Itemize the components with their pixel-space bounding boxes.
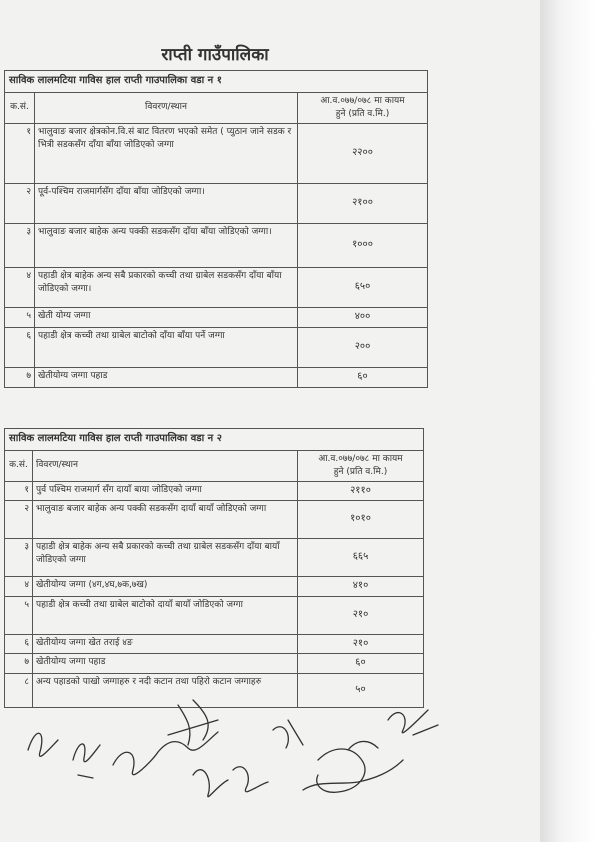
table-row	[5, 481, 424, 501]
table-row	[5, 654, 424, 674]
row-description: खेतीयोग्य जग्गा खेत तराई ४ङ	[33, 634, 298, 654]
signature-7	[317, 741, 378, 792]
table-row	[5, 223, 428, 267]
row-sn: ५	[5, 307, 35, 327]
table-caption: साविक लालमटिया गाविस हाल राप्ती गाउपालिका वडा न १	[5, 71, 428, 93]
table-row	[5, 596, 424, 634]
table-row	[5, 267, 428, 307]
row-description: पहाडी क्षेत्र कच्ची तथा ग्राबेल बाटोको दायाँ बायाँ जोडिएको जग्गा	[33, 596, 298, 634]
row-description: भालुवाङ बजार बाहेक अन्य पक्की सडकसँग दाँया बाँया जोडिएको जग्गा।	[35, 223, 298, 267]
table-row	[5, 367, 428, 387]
row-sn: १	[5, 481, 33, 501]
row-sn: ४	[5, 577, 33, 597]
signatures	[18, 690, 458, 820]
table-row	[5, 183, 428, 223]
col-header-sn: क.सं.	[5, 92, 35, 123]
col-header-rate-line2: हुने (प्रति व.मि.)	[333, 466, 388, 477]
row-rate: ५०	[298, 673, 424, 707]
col-header-rate-line1: आ.व.०७७/०७८ मा कायम	[320, 95, 405, 106]
row-description: पहाडी क्षेत्र बाहेक अन्य सबै प्रकारको कच्ची तथा ग्राबेल सडकसँग दाँया बाँया जोडिएको जग्गा।	[35, 267, 298, 307]
row-sn: ३	[5, 539, 33, 577]
signature-3	[113, 732, 218, 775]
row-sn: ६	[5, 327, 35, 367]
row-sn: ७	[5, 654, 33, 674]
row-description: खेतीयोग्य जग्गा पहाड	[35, 367, 298, 387]
row-sn: ८	[5, 673, 33, 707]
table-row	[5, 123, 428, 183]
row-description: अन्य पहाडको पाखो जग्गाहरु र नदी कटान तथा पहिरो कटान जग्गाहरु	[33, 673, 298, 707]
row-rate: २१००	[298, 183, 428, 223]
row-rate: २११०	[298, 481, 424, 501]
row-sn: २	[5, 501, 33, 539]
row-rate: १०००	[298, 223, 428, 267]
row-sn: ७	[5, 367, 35, 387]
signature-2	[73, 744, 100, 778]
row-description: पहाडी क्षेत्र कच्ची तथा ग्राबेल बाटोको दाँया बाँया पर्ने जग्गा	[35, 327, 298, 367]
signature-6	[273, 720, 303, 748]
col-header-sn: क.सं.	[5, 450, 33, 481]
row-rate: ४१०	[298, 577, 424, 597]
row-rate: ६६५	[298, 539, 424, 577]
row-description: खेती योग्य जग्गा	[35, 307, 298, 327]
col-header-rate-line2: हुने (प्रति व.मि.)	[335, 108, 390, 119]
row-rate: १०१०	[298, 501, 424, 539]
row-rate: ६५०	[298, 267, 428, 307]
row-rate: २००	[298, 327, 428, 367]
row-description: भालुवाङ बजार क्षेत्रकोन.वि.सं बाट वितरण भएको समेत ( प्युठान जाने सडक र भित्री सडकसँग दाँया बाँया जोडिएको जग्गा	[35, 123, 298, 183]
table-caption: साविक लालमटिया गाविस हाल राप्ती गाउपालिका वडा न २	[5, 429, 424, 451]
col-header-rate	[298, 450, 424, 481]
row-sn: २	[5, 183, 35, 223]
row-description: खेतीयोग्य जग्गा पहाड	[33, 654, 298, 674]
signature-5	[193, 767, 268, 797]
page-title: राप्ती गाउँपालिका	[161, 45, 269, 65]
row-sn: ५	[5, 596, 33, 634]
table-row	[5, 577, 424, 597]
row-rate: ६०	[298, 367, 428, 387]
row-description: पुर्व पश्चिम राजमार्ग सँग दायाँ बाया जोडिएको जग्गा	[33, 481, 298, 501]
ward-1-rate-table	[4, 70, 428, 388]
row-description: भालुवाङ बजार बाहेक अन्य पक्की सडकसँग दायाँ बायाँ जोडिएको जग्गा	[33, 501, 298, 539]
row-sn: ६	[5, 634, 33, 654]
table-row	[5, 501, 424, 539]
signature-1	[28, 733, 58, 756]
page-edge	[540, 0, 595, 842]
row-rate: ४००	[298, 307, 428, 327]
row-description: खेतीयोग्य जग्गा (४ग,४घ,७क,७ख)	[33, 577, 298, 597]
row-description: पूर्व-पश्चिम राजमार्गसँग दाँया बाँया जोडिएको जग्गा।	[35, 183, 298, 223]
row-sn: १	[5, 123, 35, 183]
col-header-description: विवरण/स्थान	[35, 92, 298, 123]
row-rate: २२००	[298, 123, 428, 183]
row-sn: ३	[5, 223, 35, 267]
col-header-rate-line1: आ.व.०७७/०७८ मा कायम	[318, 453, 403, 464]
col-header-rate	[298, 92, 428, 123]
signature-8	[388, 710, 438, 735]
row-sn: ४	[5, 267, 35, 307]
table-row	[5, 307, 428, 327]
table-row	[5, 327, 428, 367]
row-description: पहाडी क्षेत्र बाहेक अन्य सबै प्रकारको कच्ची तथा ग्राबेल सडकसँग दाँया बायाँ जोडिएको जग्गा	[33, 539, 298, 577]
row-rate: २१०	[298, 634, 424, 654]
table-row	[5, 539, 424, 577]
table-row	[5, 634, 424, 654]
row-rate: २१०	[298, 596, 424, 634]
col-header-description: विवरण/स्थान	[33, 450, 298, 481]
row-rate: ६०	[298, 654, 424, 674]
ward-2-rate-table	[4, 428, 424, 708]
